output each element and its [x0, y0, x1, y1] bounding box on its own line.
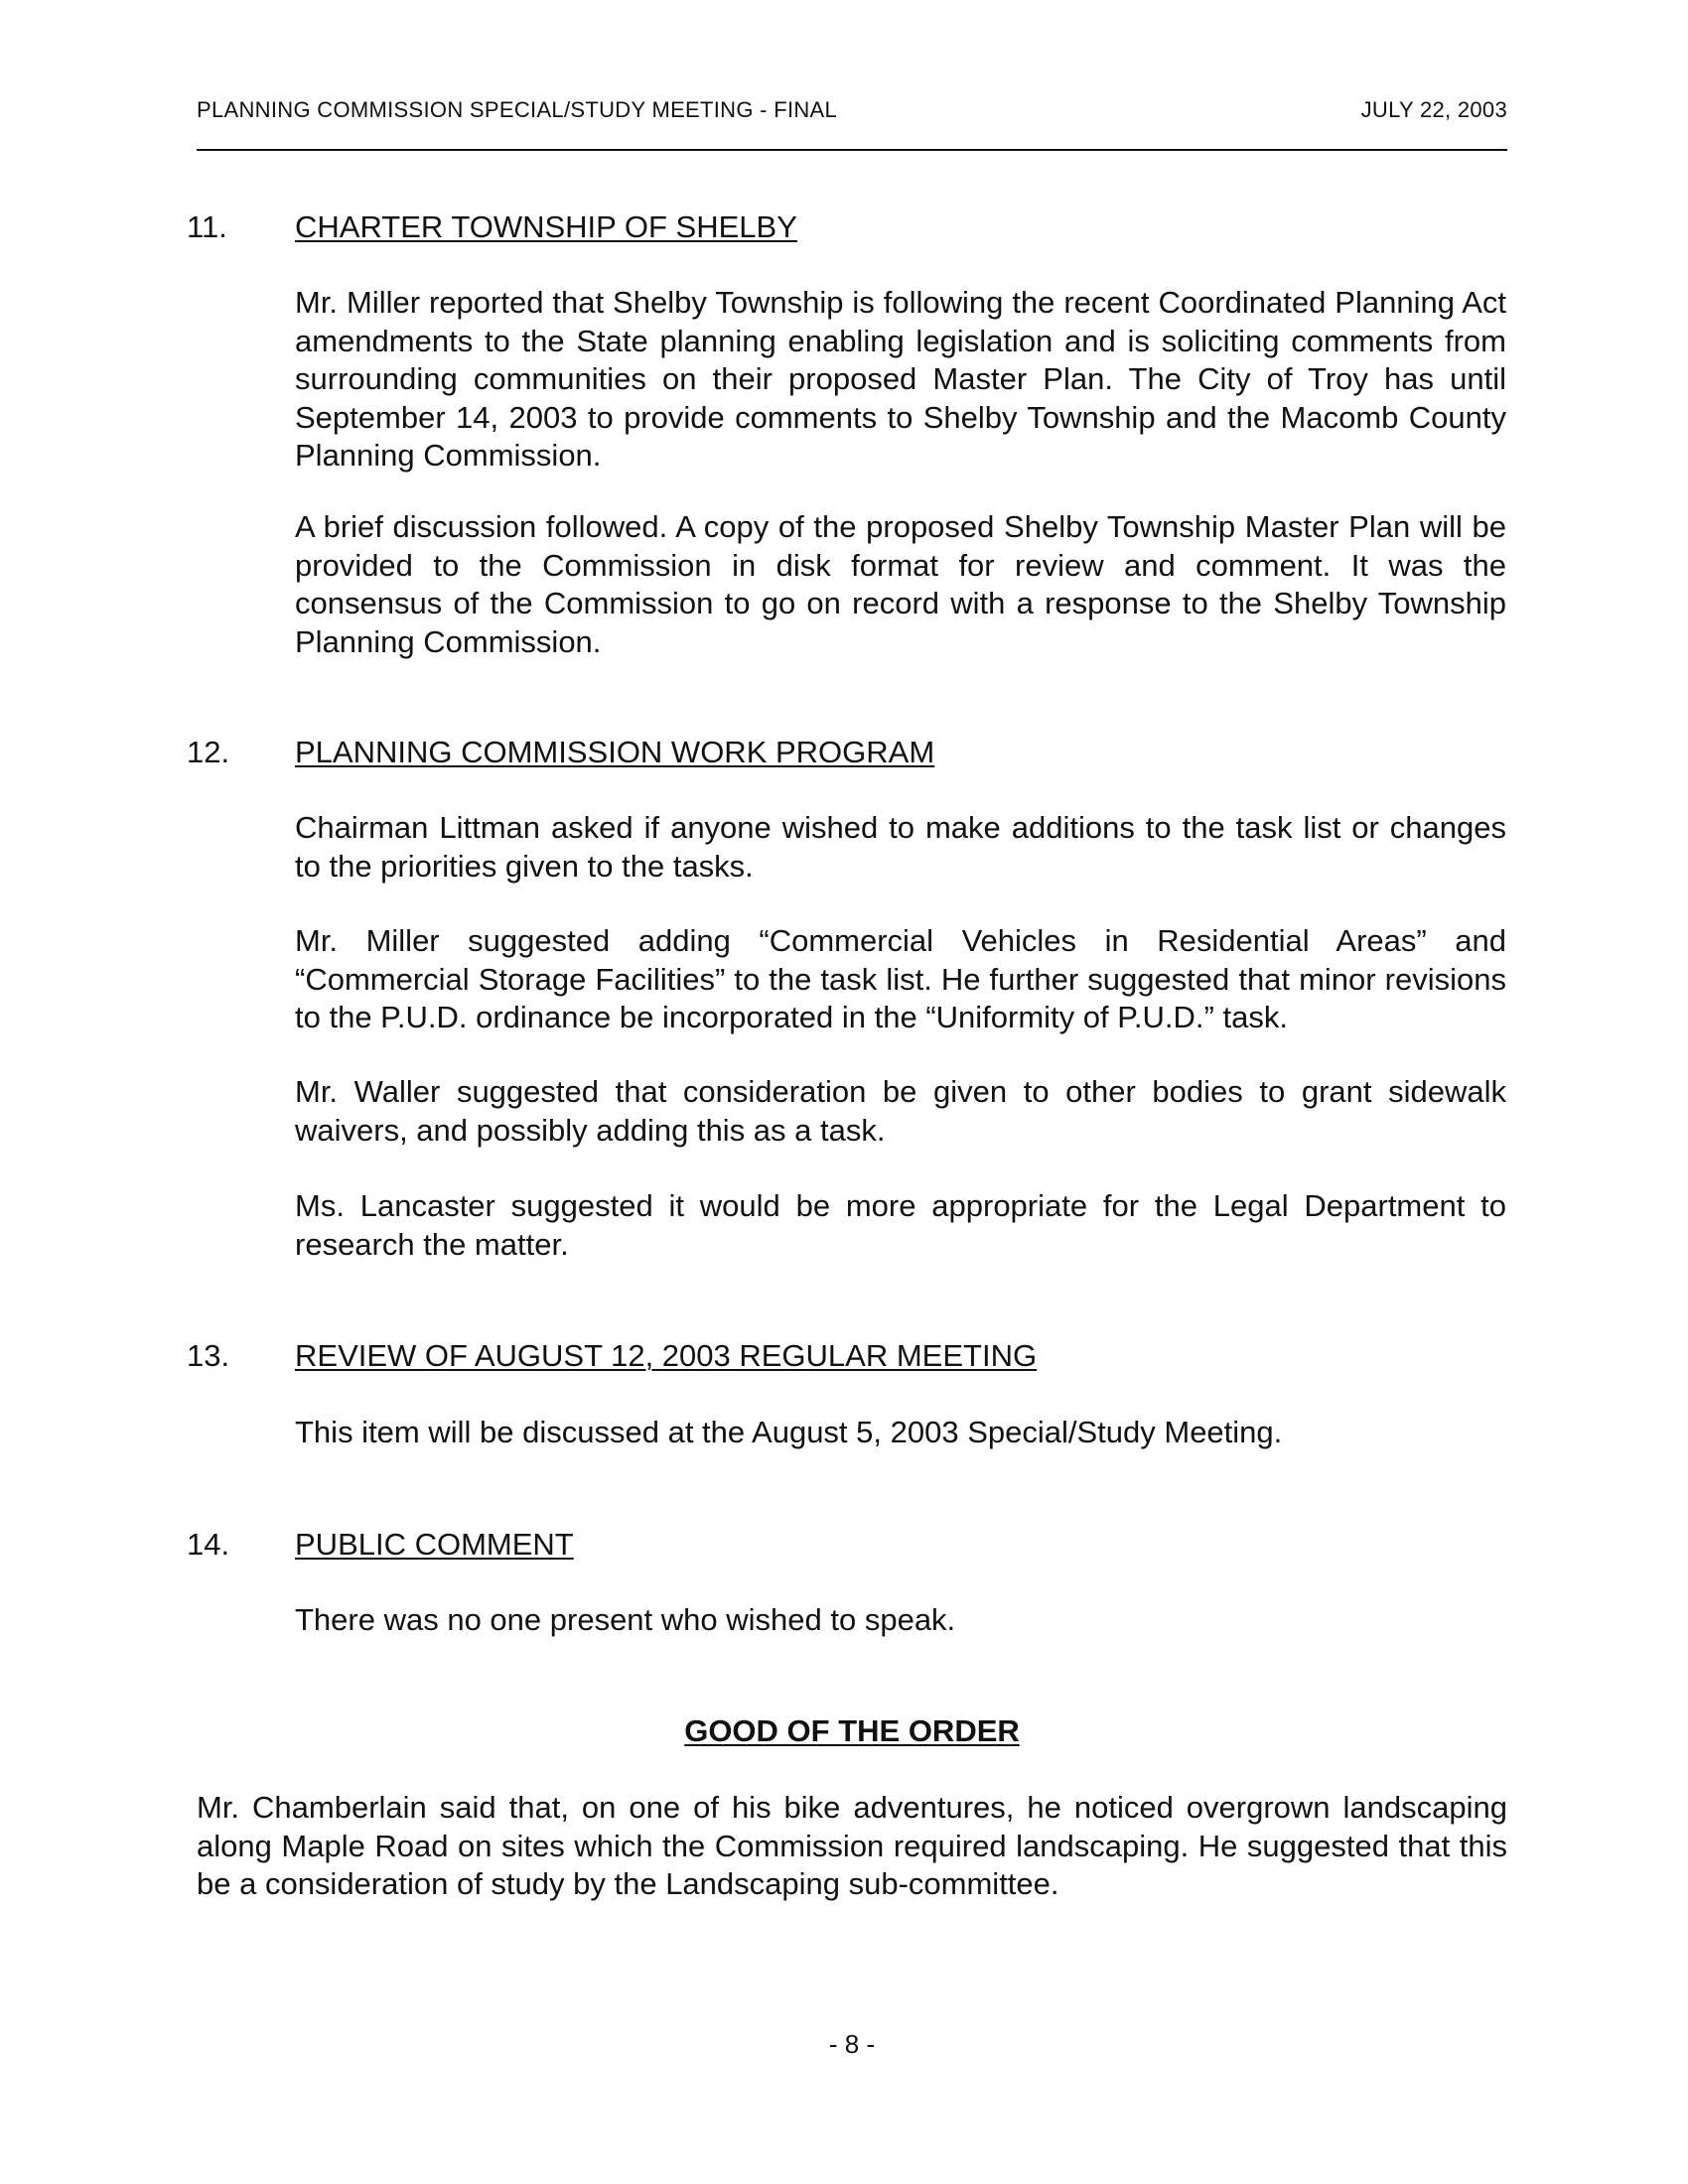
- section-12-title: PLANNING COMMISSION WORK PROGRAM: [295, 735, 935, 769]
- page-number: - 8 -: [828, 2029, 876, 2059]
- header-title: PLANNING COMMISSION SPECIAL/STUDY MEETING - FINAL: [197, 97, 838, 122]
- header-rule: [197, 149, 1507, 151]
- section-13-number: 13.: [187, 1338, 230, 1373]
- good-of-the-order-heading: GOOD OF THE ORDER: [684, 1713, 1020, 1748]
- section-12-paragraph-3: Mr. Waller suggested that consideration be given to other bodies to grant sidewalk waivers, and possibly adding this as a task.: [295, 1074, 1506, 1148]
- section-11-number: 11.: [187, 209, 227, 244]
- section-14-paragraph-1: There was no one present who wished to speak.: [295, 1602, 956, 1637]
- section-12-paragraph-2: Mr. Miller suggested adding “Commercial Vehicles in Residential Areas” and “Commercial Storage Facilities” to the task list. He further suggested that minor revisions to the P.U.D. ordinance be incorporated in the “Uniformity of P.U.D.” task.: [295, 923, 1506, 1034]
- section-14-number: 14.: [187, 1527, 230, 1562]
- section-12-paragraph-4: Ms. Lancaster suggested it would be more appropriate for the Legal Department to research the matter.: [295, 1188, 1506, 1262]
- header-date: JULY 22, 2003: [1360, 97, 1507, 122]
- section-11-paragraph-2: A brief discussion followed. A copy of the proposed Shelby Township Master Plan will be provided to the Commission in disk format for review and comment. It was the consensus of the Commission to go on record with a response to the Shelby Township Planning Commission.: [295, 509, 1506, 659]
- section-12-paragraph-1: Chairman Littman asked if anyone wished to make additions to the task list or changes to the priorities given to the tasks.: [295, 810, 1506, 884]
- section-13-title: REVIEW OF AUGUST 12, 2003 REGULAR MEETING: [295, 1338, 1038, 1373]
- section-14-title: PUBLIC COMMENT: [295, 1527, 574, 1562]
- section-11-paragraph-1: Mr. Miller reported that Shelby Township is following the recent Coordinated Planning Act amendments to the State planning enabling legislation and is soliciting comments from surrounding communities on their proposed Master Plan. The City of Troy has until September 14, 2003 to provide comments to Shelby Township and the Macomb County Planning Commission.: [295, 285, 1506, 473]
- section-13-paragraph-1: This item will be discussed at the August 5, 2003 Special/Study Meeting.: [295, 1415, 1283, 1449]
- good-of-the-order-paragraph: Mr. Chamberlain said that, on one of his bike adventures, he noticed overgrown landscaping along Maple Road on sites which the Commission required landscaping. He suggested that this be a consideration of study by the Landscaping sub-committee.: [197, 1790, 1507, 1901]
- section-12-number: 12.: [187, 735, 230, 769]
- section-11-title: CHARTER TOWNSHIP OF SHELBY: [295, 209, 797, 244]
